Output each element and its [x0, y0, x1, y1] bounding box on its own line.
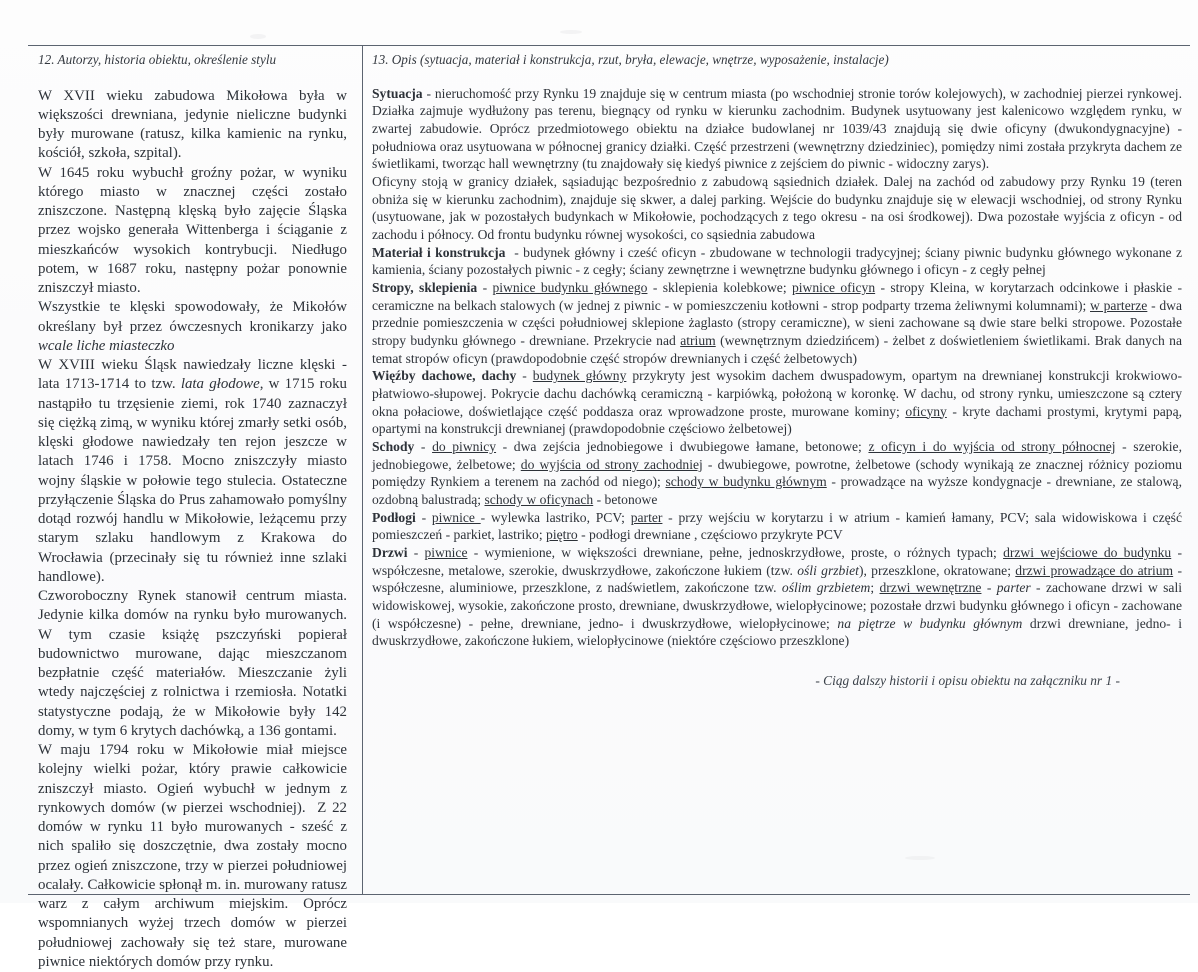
column-field-13 — [362, 46, 1190, 894]
section-drzwi: Drzwi - piwnice - wymienione, w większości drewniane, pełne, jednoskrzydłowe, proste, o różnych typach; drzwi wejściowe do budynku - współczesne, metalowe, szerokie, dwuskrzydłowe, zakończone łukiem (tzw. ośli grzbiet), przeszklone, okratowane; drzwi prowadzące do atrium - współczesne, aluminiowe, przeszklone, z nadświetlem, zakończone tzw. oślim grzbietem; drzwi wewnętrzne - parter - zachowane drzwi w sali widowiskowej, wysokie, zakończone prosto, drewniane, dwuskrzydłowe, wielopłycinowe; pozostałe drzwi budynku głównego i oficyn - zachowane (i współczesne) - pełne, drewniane, jedno- i dwuskrzydłowe, wielopłycinowe; na piętrze w budynku głównym drzwi drewniane, jedno- i dwuskrzydłowe, zakończone łukiem, wielopłycinowe (niektóre częściowo przeszklone) — [372, 544, 1182, 650]
section-label: Drzwi — [372, 545, 407, 560]
italic-phrase: wcale liche miasteczko — [38, 338, 174, 354]
underlined-term: atrium — [680, 333, 716, 348]
underlined-term: do piwnicy — [432, 439, 496, 454]
italic-phrase: parter — [997, 580, 1031, 595]
field-12-body — [38, 87, 347, 972]
section-label: Materiał i konstrukcja — [372, 245, 505, 260]
paragraph: W maju 1794 roku w Mikołowie miał miejsce kolejny wielki pożar, który prawie całkowicie zniszczył miasto. Ogień wybuchł w jednym z rynkowych domów (w pierzei wschodniej). Z 22 domów w rynku 11 było murowanych - sześć z nich spaliło się doszczętnie, dwa zostały mocno przez ogień zniszczone, trzy w pierzei południowej ocalały. Całkowicie spłonął m. in. murowany ratusz warz z całym archiwum miejskim. Oprócz wspomnianych wyżej trzech domów w pierzei południowej zachowały się też stare, murowane piwnice niektórych domów przy rynku. — [38, 741, 347, 972]
section-sytuacja: Sytuacja - nieruchomość przy Rynku 19 znajduje się w centrum miasta (po wschodniej stronie torów kolejowych), w zachodniej pierzei rynkowej. Działka zajmuje wydłużony pas terenu, biegnący od rynku w kierunku zachodnim. Budynek usytuowany jest kalenicowo względem rynku, w zwartej zabudowie. Oprócz przedmiotowego obiektu na działce budowlanej nr 1039/43 znajdują się dwie oficyny (dwukondygnacyjne) - południowa oraz usytuowana w północnej granicy działki. Część przestrzeni (wewnętrzny dziedziniec), pomiędzy nimi została przykryta dachem ze świetlikami, tworząc hall wewnętrzny (tu znajdowały się kiedyś piwnice z zejściem do piwnic - widoczny zarys). — [372, 85, 1182, 173]
underlined-term: drzwi wejściowe do budynku — [1003, 545, 1171, 560]
italic-phrase: oślim grzbietem — [782, 580, 870, 595]
section-label: Więźby dachowe, dachy — [372, 368, 516, 383]
section-stropy: Stropy, sklepienia - piwnice budynku głównego - sklepienia kolebkowe; piwnice oficyn - stropy Kleina, w korytarzach odcinkowe i płaskie - ceramiczne na belkach stalowych (w jednej z piwnic - w pomieszczeniu kotłowni - strop podparty trzema żeliwnymi kolumnami); w parterze - dwa przednie pomieszczenia w części południowej sklepione żaglasto (stropy ceramiczne), w sieni zachowane są dwie stare belki stropowe. Pozostałe stropy budynku głównego - drewniane. Przekrycie nad atrium (wewnętrznym dziedzińcem) - żelbet z doświetleniem świetlikami. Brak danych na temat stropów oficyn (prawdopodobnie część stropów drewnianych i część żelbetowych) — [372, 279, 1182, 367]
field-12-header: 12. Autorzy, historia obiektu, określenie stylu — [38, 52, 347, 69]
paragraph: W XVII wieku zabudowa Mikołowa była w większości drewniana, jedynie nieliczne budynki były murowane (ratusz, kilka kamienic na rynku, kościół, szkoła, szpital). — [38, 87, 347, 164]
italic-phrase: na piętrze w budynku głównym — [837, 616, 1022, 631]
section-sytuacja-cont: Oficyny stoją w granicy działek, sąsiadując bezpośrednio z zabudową sąsiednich działek. Dalej na zachód od zabudowy przy Rynku 19 (teren obniża się w kierunku zachodnim), znajduje się skwer, a dalej parking. Wejście do budynku znajduje się w elewacji wschodniej, od strony Rynku (usytuowane, jak w pozostałych budynkach w Mikołowie, pochodzących z tego okresu - na osi środkowej). Dwa pozostałe wyjścia z oficyn - od zachodu i północy. Od frontu budynku równej wysokości, co sąsiednia zabudowa — [372, 173, 1182, 244]
underlined-term: piwnice — [432, 510, 481, 525]
section-wiezby: Więźby dachowe, dachy - budynek główny przykryty jest wysokim dachem dwuspadowym, opartym na drewnianej konstrukcji krokwiowo-płatwiowo-słupowej. Pokrycie dachu dachówką ceramiczną - karpiówką, położoną w koronkę. W dachu, od strony rynku, umieszczone są cztery okna połaciowe, doświetlające część poddasza oraz wprowadzone proste, murowane kominy; oficyny - kryte dachami prostymi, krytymi papą, opartymi na konstrukcji drewnianej (prawdopodobnie częściowo żelbetowej) — [372, 367, 1182, 438]
field-13-header: 13. Opis (sytuacja, materiał i konstrukcja, rzut, bryła, elewacje, wnętrze, wyposażenie, instalacje) — [372, 52, 1182, 69]
section-label: Podłogi — [372, 510, 416, 525]
column-field-12 — [28, 46, 362, 894]
underlined-term: schody w budynku głównym — [665, 474, 826, 489]
section-label: Sytuacja — [372, 86, 423, 101]
underlined-term: drzwi wewnętrzne — [879, 580, 981, 595]
continuation-note: - Ciąg dalszy historii i opisu obiektu na załączniku nr 1 - — [372, 672, 1182, 689]
underlined-term: w parterze — [1090, 298, 1147, 313]
underlined-term: drzwi prowadzące do atrium — [1015, 563, 1173, 578]
paragraph: W XVIII wieku Śląsk nawiedzały liczne klęski - lata 1713-1714 to tzw. lata głodowe, w 1715 roku nastąpiło tu trzęsienie ziemi, rok 1740 zaznaczył się ciężką zimą, w wyniku której zmarły setki osób, klęski głodowe nawiedzały ten rejon jeszcze w latach 1746 i 1758. Mocno zniszczyły miasto wojny śląskie w połowie tego stulecia. Ostateczne przyłączenie Śląska do Prus zahamowało pomyślny dotąd rozwój handlu w Mikołowie, leżącemu przy starym szlaku handlowym z Krakowa do Wrocławia (przecinały się tu również inne szlaki handlowe). — [38, 356, 347, 587]
underlined-term: budynek główny — [533, 368, 627, 383]
underlined-term: piwnice oficyn — [792, 280, 875, 295]
underlined-term: parter — [631, 510, 663, 525]
form-page — [28, 45, 1190, 895]
paragraph: W 1645 roku wybuchł groźny pożar, w wyniku którego miasto w znacznej części zostało zniszczone. Następną klęską było zajęcie Śląska przez wojsko generała Wittenberga i ściąganie z mieszkańców wysokich kontrybucji. Niedługo potem, w 1687 roku, następny pożar ponownie zniszczył miasto. — [38, 164, 347, 299]
section-material: Materiał i konstrukcja - budynek główny i cześć oficyn - zbudowane w technologii tradycyjnej; ściany piwnic budynku głównego wykonane z kamienia, ściany pozostałych piwnic - z cegły; ściany zewnętrzne i wewnętrzne budynku głównego i oficyn - z cegły pełnej — [372, 244, 1182, 279]
paragraph: Wszystkie te klęski spowodowały, że Mikołów określany był przez ówczesnych kronikarzy jako wcale liche miasteczko — [38, 298, 347, 356]
section-schody: Schody - do piwnicy - dwa zejścia jednobiegowe i dwubiegowe łamane, betonowe; z oficyn i do wyjścia od strony północnej - szerokie, jednobiegowe, żelbetowe; do wyjścia od strony zachodniej - dwubiegowe, powrotne, żelbetowe (schody wynikają ze znacznej różnicy poziomu pomiędzy Rynkiem a terenem na zachód od niego); schody w budynku głównym - prowadzące na wyższe kondygnacje - drewniane, ze stalową, ozdobną balustradą; schody w oficynach - betonowe — [372, 438, 1182, 509]
field-13-body — [372, 85, 1182, 690]
underlined-term: piętro — [546, 527, 578, 542]
underlined-term: piwnice budynku głównego — [492, 280, 647, 295]
underlined-term: z oficyn i do wyjścia od strony północnej — [868, 439, 1115, 454]
underlined-term: oficyny — [905, 404, 947, 419]
section-label: Schody — [372, 439, 414, 454]
two-column-layout — [28, 46, 1190, 894]
underlined-term: do wyjścia od strony zachodniej — [521, 457, 703, 472]
underlined-term: schody w oficynach — [485, 492, 594, 507]
underlined-term: piwnice — [424, 545, 467, 560]
section-label: Stropy, sklepienia — [372, 280, 477, 295]
paragraph: Czworoboczny Rynek stanowił centrum miasta. Jedynie kilka domów na rynku było murowanych. W tym czasie książę pszczyński popierał budownictwo murowane, dając mieszczanom bezpłatnie część materiałów. Mieszczanie żyli wtedy najczęściej z rolnictwa i rzemiosła. Notatki statystyczne podają, że w Mikołowie były 142 domy, w tym 6 krytych dachówką, a 136 gontami. — [38, 587, 347, 741]
italic-phrase: lata głodowe — [181, 376, 260, 392]
section-podlogi: Podłogi - piwnice - wylewka lastriko, PCV; parter - przy wejściu w korytarzu i w atrium - kamień łamany, PCV; sala widowiskowa i część pomieszczeń - parkiet, lastriko; piętro - podłogi drewniane , częściowo przykryte PCV — [372, 509, 1182, 544]
italic-phrase: ośli grzbiet — [797, 563, 859, 578]
